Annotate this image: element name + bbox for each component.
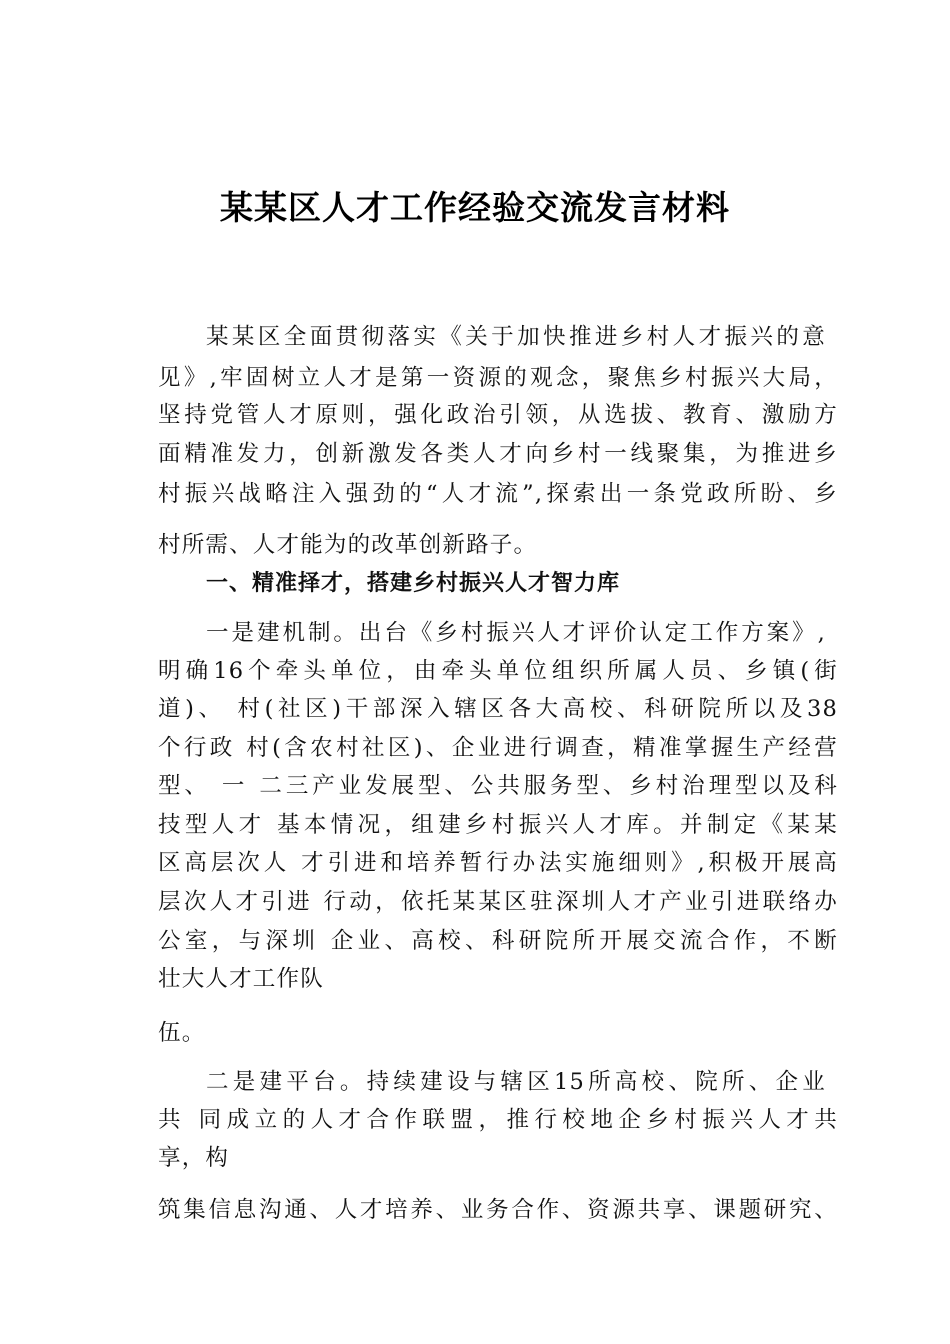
intro-line: 面精准发力，创新激发各类人才向乡村一线聚集，为推进乡 xyxy=(158,441,838,467)
intro-line: 坚持党管人才原则，强化政治引领，从选拔、教育、激励方 xyxy=(158,402,838,428)
intro-line: 村所需、人才能为的改革创新路子。 xyxy=(158,532,538,558)
document-title: 某某区人才工作经验交流发言材料 xyxy=(220,188,730,227)
paragraph-2-line: 二是建平台。持续建设与辖区15所高校、院所、企业 xyxy=(206,1069,826,1095)
paragraph-1-line: 一是建机制。出台《乡村振兴人才评价认定工作方案》, xyxy=(206,620,826,646)
paragraph-1-line: 明确16个牵头单位，由牵头单位组织所属人员、乡镇(街 xyxy=(158,658,838,684)
paragraph-1-line: 道)、 村(社区)干部深入辖区各大高校、科研院所以及38 xyxy=(158,696,838,722)
paragraph-1-line: 层次人才引进 行动，依托某某区驻深圳人才产业引进联络办 xyxy=(158,889,838,915)
intro-line: 见》,牢固树立人才是第一资源的观念，聚焦乡村振兴大局， xyxy=(158,365,838,391)
section-heading: 一、精准择才，搭建乡村振兴人才智力库 xyxy=(206,571,621,596)
paragraph-1-line: 公室，与深圳 企业、高校、科研院所开展交流合作，不断 xyxy=(158,928,838,954)
paragraph-1-line: 区高层次人 才引进和培养暂行办法实施细则》,积极开展高 xyxy=(158,850,838,876)
paragraph-1-line: 个行政 村(含农村社区)、企业进行调查，精准掌握生产经营 xyxy=(158,735,838,761)
paragraph-1-line: 伍。 xyxy=(158,1020,206,1046)
paragraph-1-line: 技型人才 基本情况，组建乡村振兴人才库。并制定《某某 xyxy=(158,812,838,838)
intro-line: 村振兴战略注入强劲的“人才流”,探索出一条党政所盼、乡 xyxy=(158,481,838,507)
paragraph-1-line: 壮大人才工作队 xyxy=(158,966,324,992)
paragraph-2-line: 共 同成立的人才合作联盟，推行校地企乡村振兴人才共 xyxy=(158,1107,838,1133)
paragraph-1-line: 型、 一 二三产业发展型、公共服务型、乡村治理型以及科 xyxy=(158,773,838,799)
paragraph-2-line: 筑集信息沟通、人才培养、业务合作、资源共享、课题研究、 xyxy=(158,1197,838,1223)
paragraph-2-line: 享，构 xyxy=(158,1145,230,1171)
intro-line: 某某区全面贯彻落实《关于加快推进乡村人才振兴的意 xyxy=(206,324,826,350)
